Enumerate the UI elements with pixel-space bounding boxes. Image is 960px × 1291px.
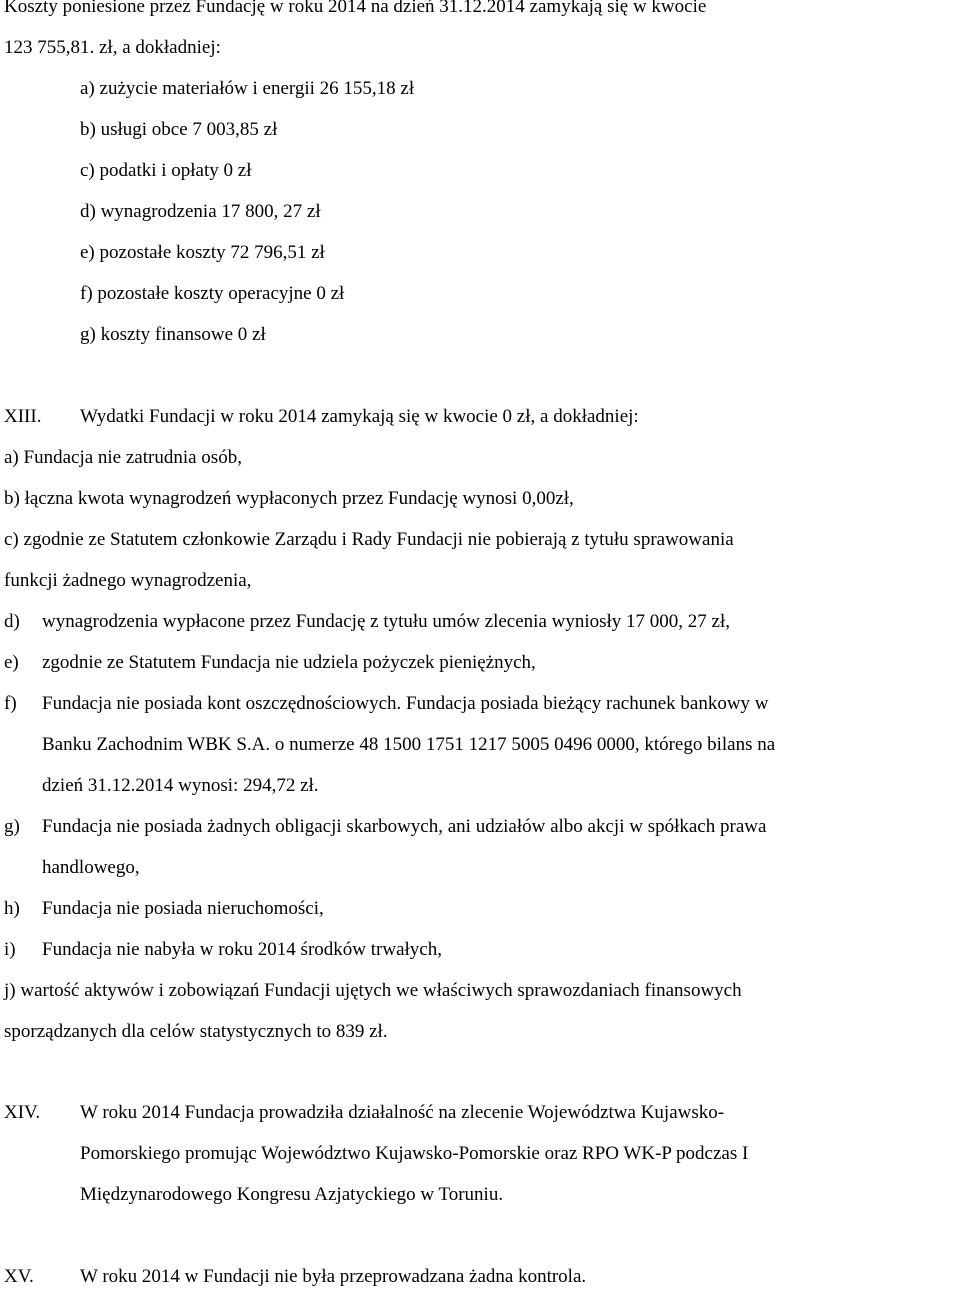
cost-item-b: b) usługi obce 7 003,85 zł bbox=[80, 119, 278, 140]
xiii-item-h: Fundacja nie posiada nieruchomości, bbox=[42, 898, 324, 919]
cost-item-c: c) podatki i opłaty 0 zł bbox=[80, 160, 252, 181]
section-xiv-line-3: Międzynarodowego Kongresu Azjatyckiego w Toruniu. bbox=[80, 1184, 504, 1205]
xiii-item-g-marker: g) bbox=[4, 816, 20, 837]
section-xv-line-1: W roku 2014 w Fundacji nie była przeprowadzana żadna kontrola. bbox=[80, 1266, 587, 1287]
xiii-item-j-line-2: sporządzanych dla celów statystycznych to 839 zł. bbox=[4, 1021, 388, 1042]
section-xiv-line-1: W roku 2014 Fundacja prowadziła działalność na zlecenie Województwa Kujawsko- bbox=[80, 1102, 725, 1123]
xiii-item-f-line-3: dzień 31.12.2014 wynosi: 294,72 zł. bbox=[42, 775, 319, 796]
section-xiv-line-2: Pomorskiego promując Województwo Kujawsko-Pomorskie oraz RPO WK-P podczas I bbox=[80, 1143, 749, 1164]
cost-item-d: d) wynagrodzenia 17 800, 27 zł bbox=[80, 201, 321, 222]
xiii-item-b: b) łączna kwota wynagrodzeń wypłaconych przez Fundację wynosi 0,00zł, bbox=[4, 488, 574, 509]
xiii-item-h-marker: h) bbox=[4, 898, 20, 919]
xiii-item-c-line-1: c) zgodnie ze Statutem członkowie Zarządu i Rady Fundacji nie pobierają z tytułu sprawowania bbox=[4, 529, 734, 550]
xiii-item-g-line-2: handlowego, bbox=[42, 857, 140, 878]
xiii-item-a: a) Fundacja nie zatrudnia osób, bbox=[4, 447, 242, 468]
xiii-item-e-marker: e) bbox=[4, 652, 19, 673]
xiii-item-g-line-1: Fundacja nie posiada żadnych obligacji skarbowych, ani udziałów albo akcji w spółkach prawa bbox=[42, 816, 767, 837]
xiii-item-i: Fundacja nie nabyła w roku 2014 środków trwałych, bbox=[42, 939, 442, 960]
cost-item-g: g) koszty finansowe 0 zł bbox=[80, 324, 266, 345]
section-xiv-number: XIV. bbox=[4, 1102, 41, 1123]
xiii-item-d: wynagrodzenia wypłacone przez Fundację z tytułu umów zlecenia wyniosły 17 000, 27 zł, bbox=[42, 611, 731, 632]
cost-item-f: f) pozostałe koszty operacyjne 0 zł bbox=[80, 283, 345, 304]
xiii-item-f-line-2: Banku Zachodnim WBK S.A. o numerze 48 1500 1751 1217 5005 0496 0000, którego bilans na bbox=[42, 734, 776, 755]
xiii-item-d-marker: d) bbox=[4, 611, 20, 632]
xiii-item-f-line-1: Fundacja nie posiada kont oszczędnościowych. Fundacja posiada bieżący rachunek bankowy w bbox=[42, 693, 769, 714]
xiii-item-c-line-2: funkcji żadnego wynagrodzenia, bbox=[4, 570, 252, 591]
section-xiii-heading: Wydatki Fundacji w roku 2014 zamykają się w kwocie 0 zł, a dokładniej: bbox=[80, 406, 639, 427]
xiii-item-j-line-1: j) wartość aktywów i zobowiązań Fundacji ujętych we właściwych sprawozdaniach finansowych bbox=[4, 980, 742, 1001]
cost-item-e: e) pozostałe koszty 72 796,51 zł bbox=[80, 242, 325, 263]
section-xv-number: XV. bbox=[4, 1266, 34, 1287]
xiii-item-f-marker: f) bbox=[4, 693, 17, 714]
xiii-item-i-marker: i) bbox=[4, 939, 16, 960]
costs-intro-line-2: 123 755,81. zł, a dokładniej: bbox=[4, 37, 221, 58]
cost-item-a: a) zużycie materiałów i energii 26 155,18 zł bbox=[80, 78, 415, 99]
costs-intro-line-1: Koszty poniesione przez Fundację w roku 2014 na dzień 31.12.2014 zamykają się w kwocie bbox=[4, 0, 707, 17]
section-xiii-number: XIII. bbox=[4, 406, 42, 427]
xiii-item-e: zgodnie ze Statutem Fundacja nie udziela pożyczek pieniężnych, bbox=[42, 652, 536, 673]
